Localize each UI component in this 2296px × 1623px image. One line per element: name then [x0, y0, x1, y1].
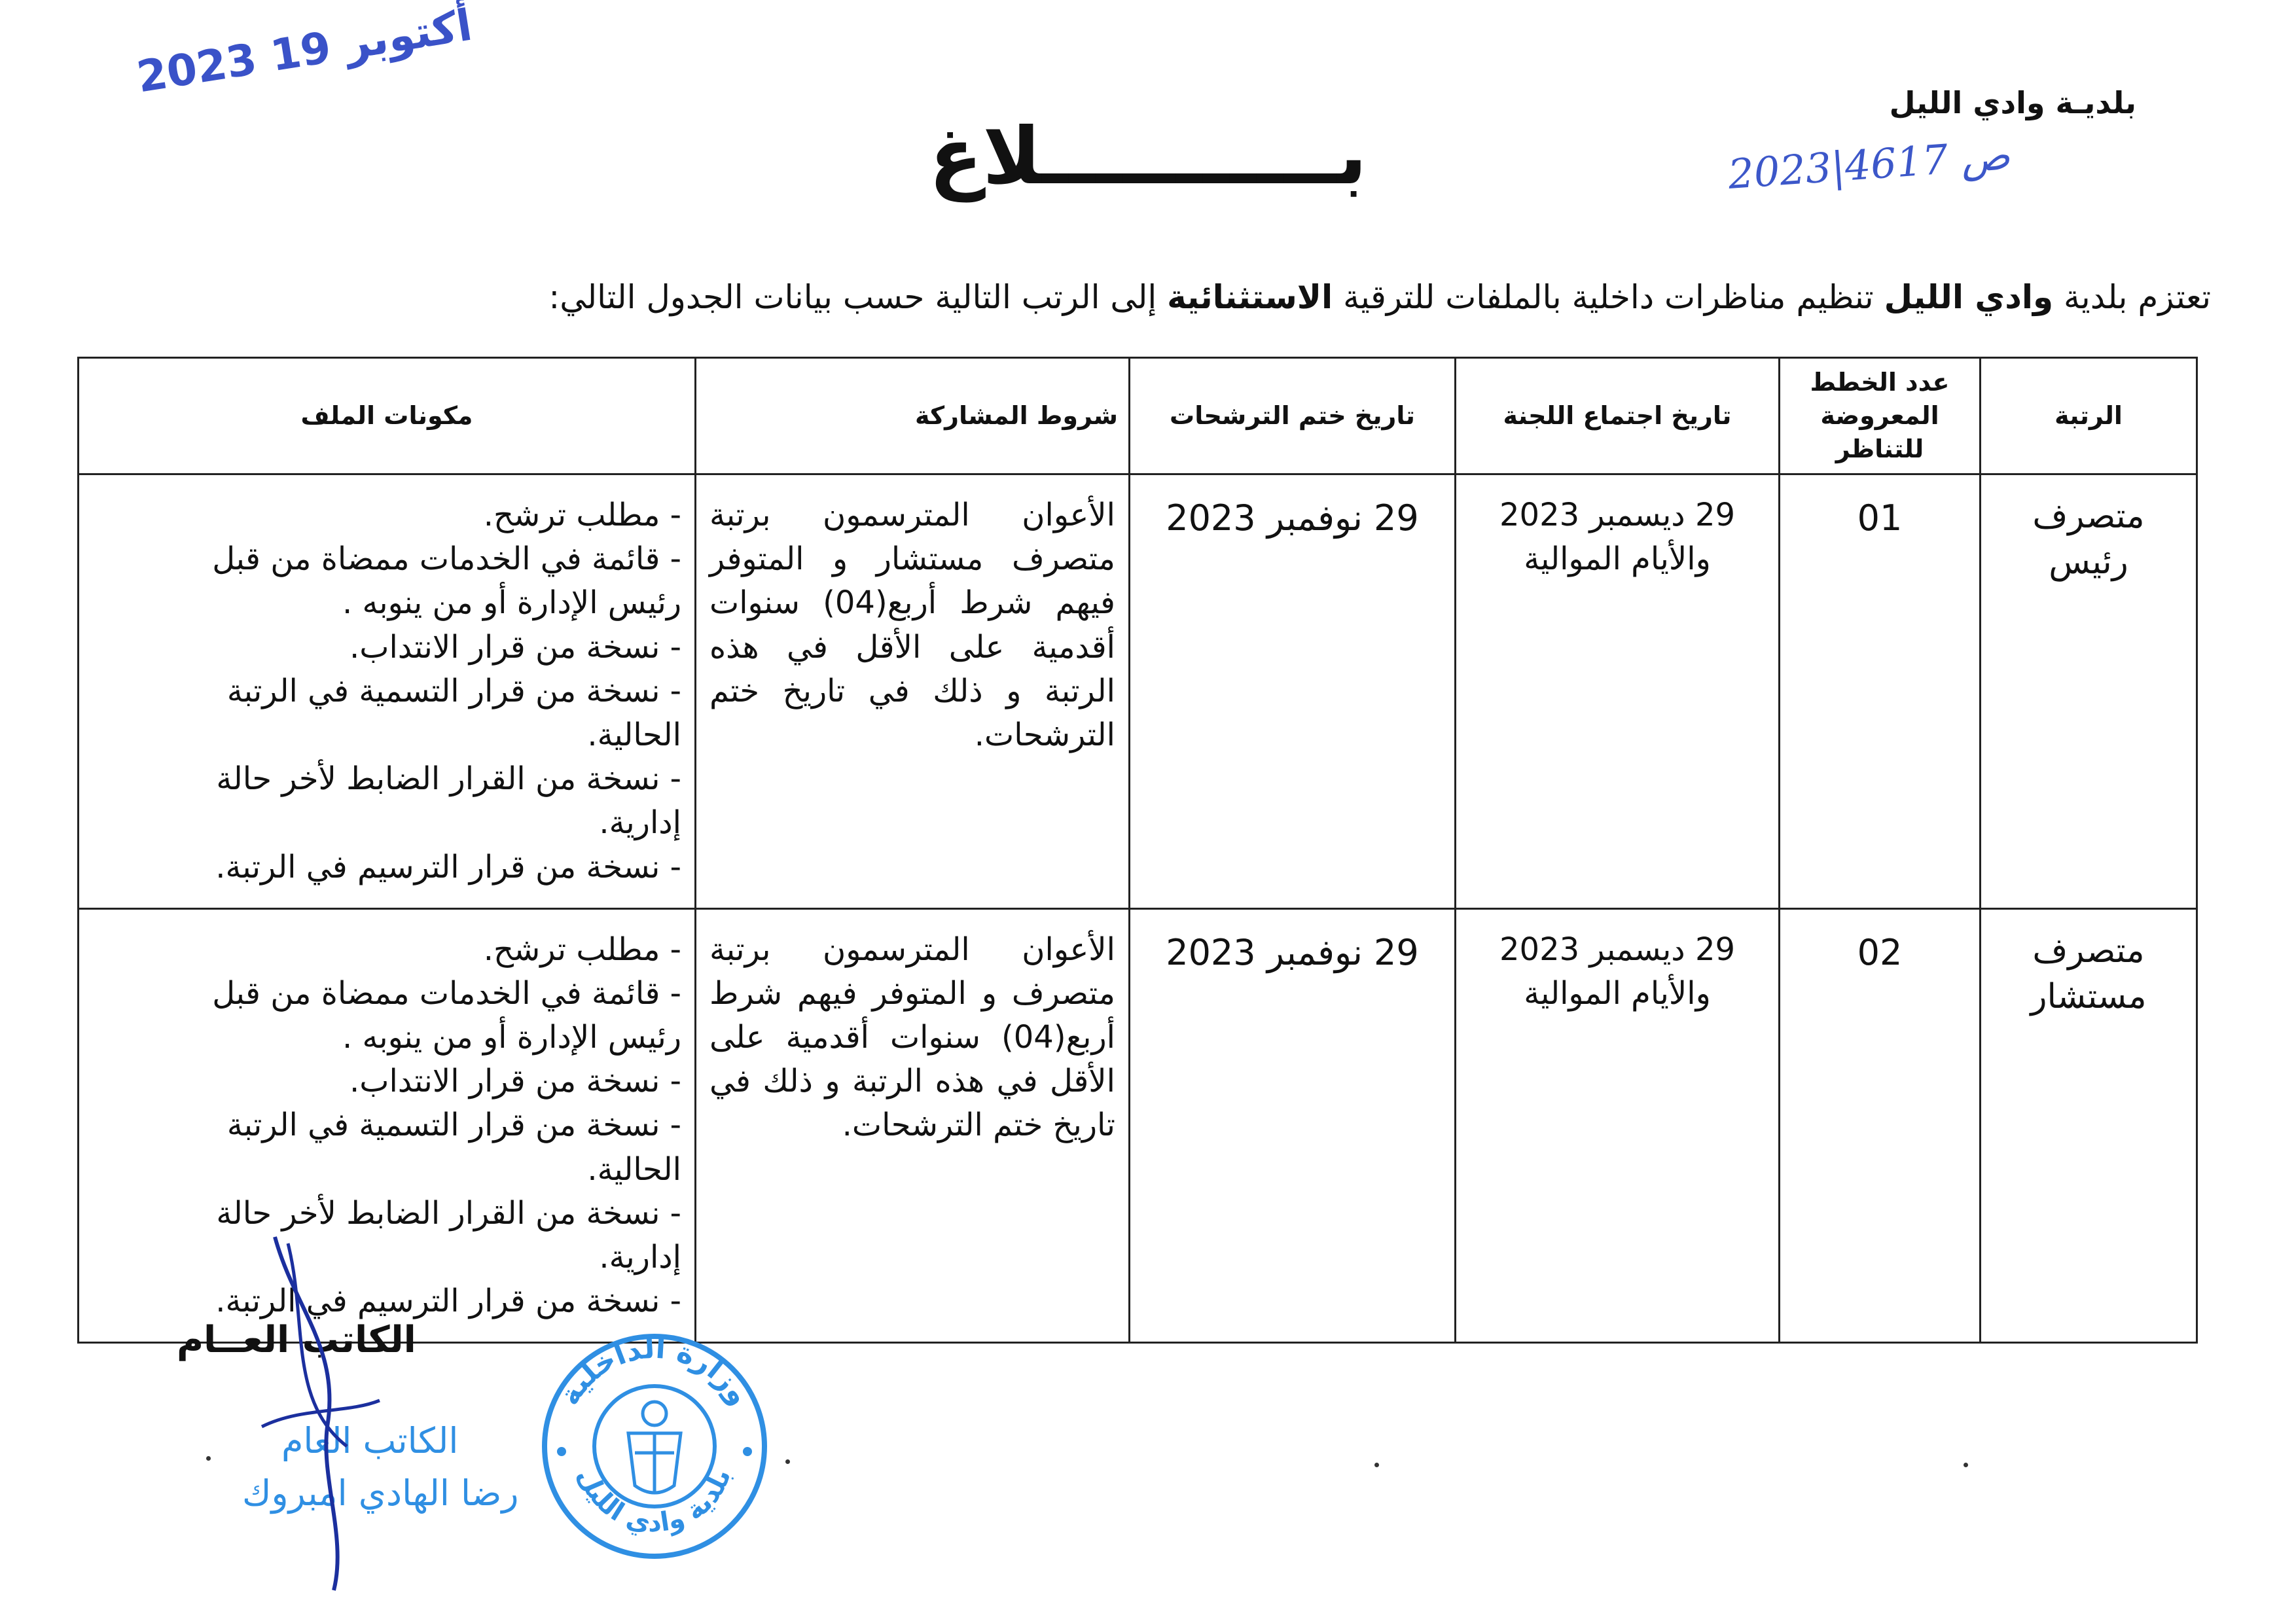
cell-conditions: الأعوان المترسمون برتبة متصرف مستشار و المتوفر فيهم شرط أربع(04) سنوات أقدمية على الأقل في هذه الرتبة و ذلك في تاريخ ختم الترشحات. [696, 474, 1130, 909]
table-header-row [79, 358, 2197, 474]
rank-text: متصرف مستشار [2030, 931, 2147, 1016]
scan-speck [1374, 1463, 1379, 1467]
list-item: - قائمة في الخدمات ممضاة من قبل رئيس الإدارة أو من ينوبه . [132, 537, 681, 625]
list-item: - نسخة من قرار الترسيم في الرتبة. [132, 846, 681, 889]
cell-rank [1981, 474, 2197, 909]
seal-bottom-text: بلدية وادي الليل [571, 1463, 737, 1539]
handwritten-signature-icon [249, 1230, 393, 1597]
list-item: - نسخة من قرار الانتداب. [132, 626, 681, 669]
list-item: - نسخة من القرار الضابط لأخر حالة إدارية. [132, 757, 681, 845]
scan-speck [1964, 1463, 1968, 1467]
list-item: - نسخة من قرار التسمية في الرتبة الحالية. [132, 1103, 681, 1191]
cell-file-contents [79, 474, 696, 909]
scan-speck [206, 1456, 211, 1461]
signature-title: الكاتب العــام [177, 1319, 416, 1361]
cell-closing-date: 29 نوفمبر 2023 [1130, 908, 1456, 1343]
intro-text-2: تنظيم مناظرات داخلية بالملفات للترقية [1333, 278, 1884, 316]
competition-table [77, 357, 2198, 1344]
list-item: - نسخة من القرار الضابط لأخر حالة إدارية. [132, 1192, 681, 1279]
list-item: - نسخة من قرار الانتداب. [132, 1060, 681, 1103]
header-file-contents: مكونات الملف [79, 358, 696, 474]
official-seal-icon [537, 1329, 772, 1564]
cell-committee-date: 29 ديسمبر 2023 والأيام الموالية [1456, 474, 1780, 909]
cell-rank [1981, 908, 2197, 1343]
intro-municipality-bold: وادي الليل [1884, 278, 2054, 316]
list-item: - مطلب ترشح. [132, 928, 681, 972]
header-rank: الرتبة [1981, 358, 2197, 474]
cell-positions-count: 02 [1780, 908, 1981, 1343]
seal-top-text: وزارة الداخلية [552, 1331, 757, 1412]
header-committee-date: تاريخ اجتماع اللجنة [1456, 358, 1780, 474]
cell-committee-date: 29 ديسمبر 2023 والأيام الموالية [1456, 908, 1780, 1343]
seal-emblem-icon [628, 1402, 681, 1493]
intro-promotion-type-bold: الاستثنائية [1167, 278, 1333, 316]
cell-conditions: الأعوان المترسمون برتبة متصرف و المتوفر فيهم شرط أربع(04) سنوات أقدمية على الأقل في هذه الرتبة و ذلك في تاريخ ختم الترشحات. [696, 908, 1130, 1343]
header-closing-date: تاريخ ختم الترشحات [1130, 358, 1456, 474]
handwritten-reference-number: 2023|4617 ص [1726, 131, 2012, 198]
rank-text: متصرف رئيس [2032, 497, 2145, 582]
cell-closing-date: 29 نوفمبر 2023 [1130, 474, 1456, 909]
intro-paragraph [548, 278, 2211, 316]
svg-text:وزارة الداخلية [552, 1332, 757, 1411]
cell-positions-count: 01 [1780, 474, 1981, 909]
document-title: بـــــــــــلاغ [929, 111, 1367, 202]
signer-role-stamp: الكاتب العام [281, 1420, 459, 1461]
list-item: - نسخة من قرار الترسيم في الرتبة. [132, 1279, 681, 1323]
list-item: - قائمة في الخدمات ممضاة من قبل رئيس الإدارة أو من ينوبه . [132, 972, 681, 1060]
received-date-stamp: 2023 أكتوبر 19 [133, 0, 476, 103]
municipality-name: بلديـة وادي الليل [1889, 85, 2136, 120]
intro-text-3: إلى الرتب التالية حسب بيانات الجدول التالي: [548, 278, 1168, 316]
list-item: - نسخة من قرار التسمية في الرتبة الحالية. [132, 669, 681, 757]
table-row [79, 474, 2197, 909]
file-contents-list [92, 493, 681, 889]
list-item: - مطلب ترشح. [132, 493, 681, 537]
scan-speck [785, 1459, 790, 1464]
intro-text-1: تعتزم بلدية [2053, 278, 2211, 316]
table-row [79, 908, 2197, 1343]
header-positions-count: عدد الخطط المعروضة للتناظر [1780, 358, 1981, 474]
signer-name-stamp: رضا الهادي امبروك [242, 1472, 519, 1514]
header-conditions: شروط المشاركة [696, 358, 1130, 474]
